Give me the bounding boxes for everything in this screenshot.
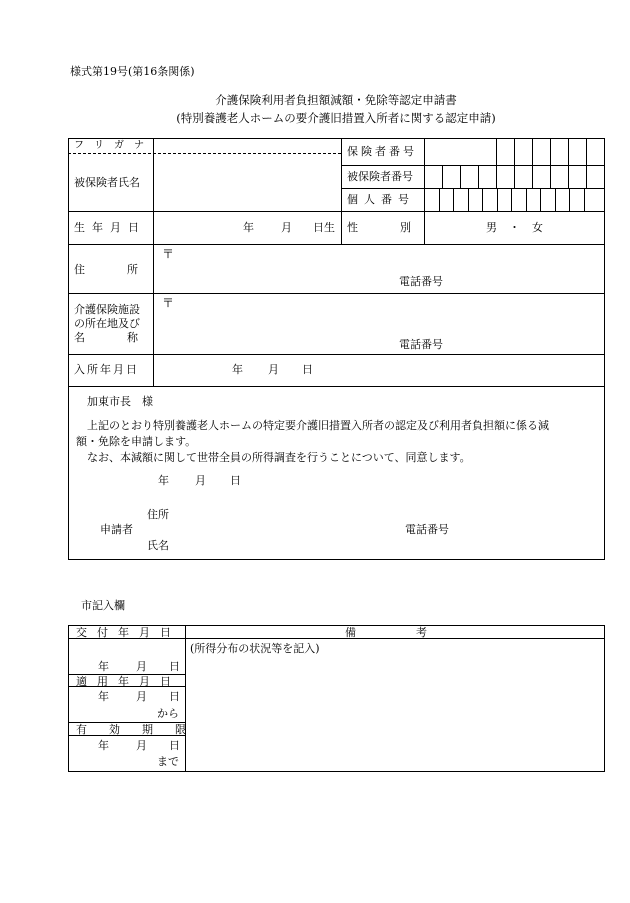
issue-year-label: 年	[98, 660, 109, 673]
furigana-label: フ リ ガ ナ	[74, 140, 144, 151]
issue-day-label: 日	[169, 660, 180, 673]
apply-month-label: 月	[136, 690, 147, 703]
birthdate-field[interactable]	[154, 212, 340, 243]
admission-month-label: 月	[268, 363, 279, 376]
apply-year-label: 年	[98, 690, 109, 703]
insured-number-field[interactable]	[425, 166, 603, 187]
declaration-year-label: 年	[158, 474, 169, 487]
valid-year-label: 年	[98, 739, 109, 752]
admission-date-label: 入所年月日	[74, 363, 139, 376]
until-label: まで	[157, 755, 179, 768]
declaration-day-label: 日	[230, 474, 241, 487]
form-subtitle: (特別養護老人ホームの要介護旧措置入所者に関する認定申請)	[176, 111, 496, 125]
personal-number-label: 個人番号	[347, 193, 415, 206]
admission-year-label: 年	[232, 363, 243, 376]
sex-options[interactable]: 男・女	[486, 221, 555, 234]
insurer-number-field[interactable]	[425, 139, 603, 164]
remarks-field[interactable]	[186, 639, 603, 770]
form-number: 様式第19号(第16条関係)	[70, 65, 195, 78]
address-label: 住所	[74, 263, 180, 276]
valid-month-label: 月	[136, 739, 147, 752]
insured-name-field[interactable]	[154, 154, 340, 210]
from-label: から	[157, 707, 179, 720]
facility-label-line2: の所在地及び	[74, 317, 140, 330]
admission-day-label: 日	[302, 363, 313, 376]
facility-phone-label: 電話番号	[399, 338, 443, 351]
address-phone-label: 電話番号	[399, 275, 443, 288]
facility-label-line1: 介護保険施設	[74, 303, 140, 316]
birth-month-label: 月	[281, 221, 292, 234]
birthdate-label: 生年月日	[74, 221, 146, 234]
postal-mark: 〒	[162, 247, 175, 261]
facility-field[interactable]	[154, 294, 603, 353]
facility-label-line3: 名称	[74, 331, 180, 344]
apply-date-label: 適用年月日	[76, 675, 181, 688]
addressee: 加東市長 様	[87, 395, 153, 408]
address-field[interactable]	[154, 245, 603, 292]
insurer-number-label: 保険者番号	[347, 145, 417, 158]
facility-postal-mark: 〒	[162, 296, 175, 310]
birth-day-label: 日生	[313, 221, 335, 234]
remarks-note: (所得分布の状況等を記入)	[190, 642, 320, 655]
insured-name-label: 被保険者氏名	[74, 176, 140, 189]
applicant-label: 申請者	[100, 523, 133, 536]
valid-day-label: 日	[169, 739, 180, 752]
sex-label: 性別	[347, 221, 453, 234]
applicant-field[interactable]	[180, 500, 400, 554]
insured-number-label: 被保険者番号	[347, 170, 413, 183]
form-title: 介護保険利用者負担額減額・免除等認定申請書	[215, 93, 457, 107]
issue-date-label: 交付年月日	[76, 626, 181, 639]
birth-year-label: 年	[243, 221, 254, 234]
admission-date-field[interactable]	[154, 355, 603, 385]
apply-day-label: 日	[169, 690, 180, 703]
declaration-month-label: 月	[195, 474, 206, 487]
applicant-address-label: 住所	[147, 508, 169, 521]
applicant-name-label: 氏名	[147, 539, 169, 552]
valid-period-label: 有効期限	[76, 723, 208, 736]
personal-number-field[interactable]	[425, 189, 603, 210]
issue-month-label: 月	[136, 660, 147, 673]
declaration-line1: 上記のとおり特別養護老人ホームの特定要介護旧措置入所者の認定及び利用者負担額に係る減	[87, 419, 549, 432]
remarks-label: 備考	[345, 626, 487, 639]
applicant-phone-label: 電話番号	[405, 523, 449, 536]
consent-text: なお、本減額に関して世帯全員の所得調査を行うことについて、同意します。	[87, 451, 471, 464]
city-section-heading: 市記入欄	[81, 599, 125, 612]
declaration-line2: 額・免除を申請します。	[76, 435, 197, 448]
